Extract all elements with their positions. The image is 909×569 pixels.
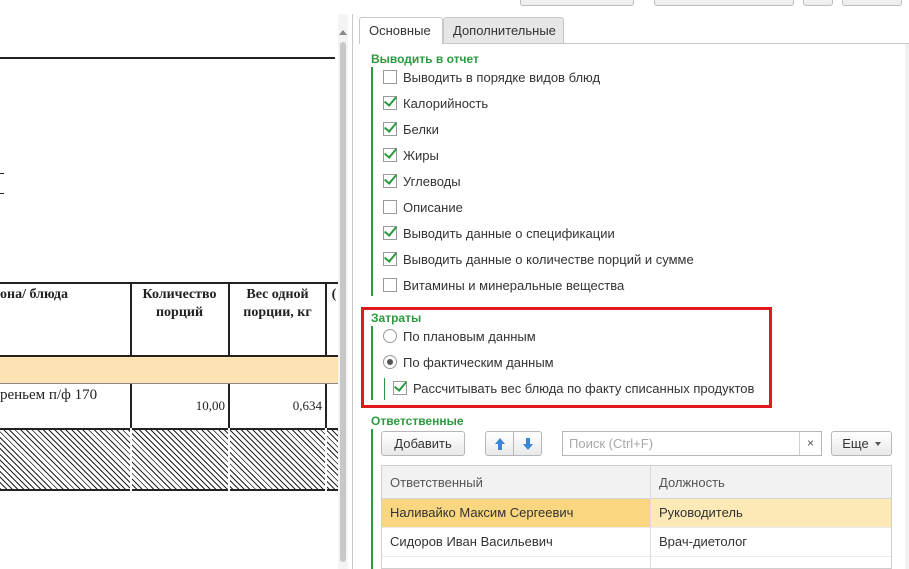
table-col-sep-2: [228, 282, 230, 428]
table-top-border: [0, 282, 338, 284]
row-quantity: 10,00: [195, 398, 225, 413]
label-actual: По фактическим данным: [403, 354, 554, 370]
radio-actual[interactable]: [383, 355, 397, 369]
table-header: [382, 466, 891, 499]
report-scrollbar[interactable]: [338, 14, 348, 569]
chevron-down-icon: [875, 442, 881, 446]
toolbar-button-4[interactable]: [842, 0, 902, 6]
scroll-up-icon[interactable]: [339, 30, 347, 35]
move-down-button[interactable]: [513, 431, 542, 456]
table-row[interactable]: [382, 499, 891, 528]
costs-option-actual[interactable]: [383, 352, 554, 372]
checkbox-carbs[interactable]: [383, 174, 397, 188]
output-option-description[interactable]: [383, 197, 463, 217]
table-col-sep-3: [325, 282, 327, 428]
costs-option-calc-by-fact[interactable]: [393, 378, 754, 398]
hatch-sep-2: [228, 428, 230, 491]
output-option-vitamins[interactable]: [383, 275, 624, 295]
label-calories: Калорийность: [403, 95, 489, 111]
checkbox-description[interactable]: [383, 200, 397, 214]
output-option-portions-sum[interactable]: [383, 249, 694, 269]
report-rule: [0, 57, 335, 59]
pane-splitter[interactable]: [352, 14, 353, 569]
output-option-calories[interactable]: [383, 93, 488, 113]
hatch-sep-1: [130, 428, 132, 491]
table-row[interactable]: [382, 528, 891, 557]
search-input[interactable]: [562, 431, 822, 456]
output-option-proteins[interactable]: [383, 119, 439, 139]
costs-group-bar: [371, 326, 373, 400]
output-group-bar: [371, 67, 373, 296]
checkbox-fats[interactable]: [383, 148, 397, 162]
more-button[interactable]: [831, 431, 892, 456]
costs-option-planned[interactable]: [383, 326, 536, 346]
costs-group-title: Затраты: [371, 311, 422, 325]
hatched-row: [0, 428, 338, 491]
checkbox-proteins[interactable]: [383, 122, 397, 136]
search-clear-icon[interactable]: ×: [799, 432, 821, 455]
checkbox-portions-sum[interactable]: [383, 252, 397, 266]
costs-subgroup-bar: [384, 378, 385, 400]
label-carbs: Углеводы: [403, 173, 461, 189]
scroll-thumb[interactable]: [340, 42, 346, 562]
tab-additional[interactable]: Дополнительные: [443, 17, 564, 44]
label-planned: По плановым данным: [403, 328, 536, 344]
cell-responsible: Сидоров Иван Васильевич: [390, 534, 553, 549]
search-placeholder: Поиск (Ctrl+F): [569, 436, 654, 451]
section-row: [0, 357, 338, 383]
output-option-carbs[interactable]: [383, 171, 461, 191]
column-header-position[interactable]: Должность: [659, 475, 725, 490]
section-row-bottom: [0, 383, 338, 384]
cell-position: Врач-диетолог: [659, 534, 748, 549]
table-col-sep-1: [130, 282, 132, 428]
report-preview: [0, 14, 338, 569]
checkbox-vitamins[interactable]: [383, 278, 397, 292]
output-option-fats[interactable]: [383, 145, 439, 165]
header-weight: Вес одной порции, кг: [243, 287, 312, 320]
label-fats: Жиры: [403, 147, 439, 163]
label-calc-by-fact: Рассчитывать вес блюда по факту списанных продуктов: [413, 380, 755, 396]
checkbox-calories[interactable]: [383, 96, 397, 110]
label-dish-order: Выводить в порядке видов блюд: [403, 69, 601, 85]
header-quantity: Количество порций: [142, 287, 217, 320]
checkbox-dish-order[interactable]: [383, 70, 397, 84]
header-dish: она/ блюда: [0, 287, 68, 302]
arrow-up-icon: [494, 437, 506, 451]
toolbar-button-1[interactable]: [520, 0, 634, 6]
checkbox-specification[interactable]: [383, 226, 397, 240]
toolbar-button-2[interactable]: [654, 0, 794, 6]
responsible-group-bar: [371, 429, 373, 569]
hatch-sep-3: [325, 428, 327, 491]
report-underline-1: [0, 173, 4, 174]
row-dish-name: реньем п/ф 170: [0, 387, 98, 403]
cell-position: Руководитель: [659, 505, 743, 520]
move-up-button[interactable]: [485, 431, 514, 456]
panel-scrollbar[interactable]: [905, 44, 909, 569]
report-underline-2: [0, 193, 4, 194]
row-weight: 0,634: [292, 398, 322, 413]
label-portions-sum: Выводить данные о количестве порций и сумме: [403, 251, 694, 267]
output-option-specification[interactable]: [383, 223, 615, 243]
label-specification: Выводить данные о спецификации: [403, 225, 615, 241]
output-group-title: Выводить в отчет: [371, 52, 479, 66]
label-vitamins: Витамины и минеральные вещества: [403, 277, 625, 293]
label-description: Описание: [403, 199, 463, 215]
checkbox-calc-by-fact[interactable]: [393, 381, 407, 395]
responsible-group-title: Ответственные: [371, 414, 464, 428]
table-column-separator: [650, 466, 651, 569]
column-header-responsible[interactable]: Ответственный: [390, 475, 483, 490]
more-label: Еще: [842, 436, 869, 451]
output-option-dish-order[interactable]: [383, 67, 600, 87]
add-button[interactable]: Добавить: [381, 431, 465, 456]
label-proteins: Белки: [403, 121, 439, 137]
radio-planned[interactable]: [383, 329, 397, 343]
responsible-table[interactable]: [381, 465, 892, 569]
toolbar-button-3[interactable]: [803, 0, 833, 6]
arrow-down-icon: [522, 437, 534, 451]
cell-responsible: Наливайко Максим Сергеевич: [382, 499, 650, 527]
tab-main[interactable]: Основные: [359, 17, 443, 44]
header-next: (: [331, 287, 337, 302]
